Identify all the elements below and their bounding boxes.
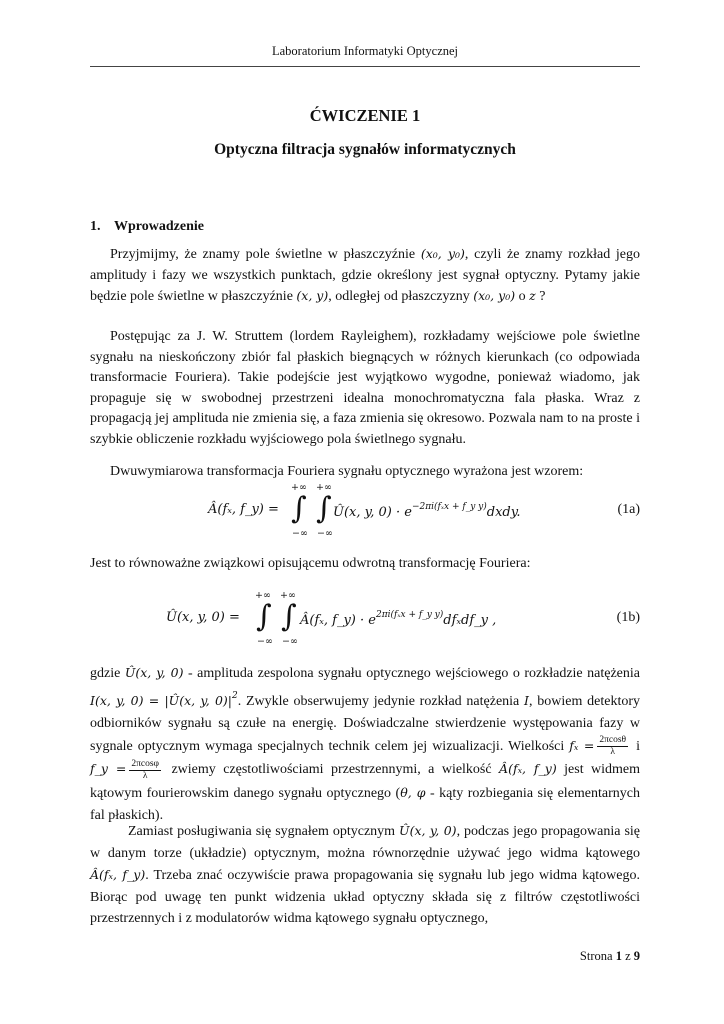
paragraph-inverse-intro: Jest to równoważne związkowi opisującemu odwrotną transformację Fouriera:	[90, 556, 531, 571]
section-title: Wprowadzenie	[114, 219, 204, 234]
math-x0y0: (x₀, y₀)	[420, 246, 465, 261]
math-x0y0-b: (x₀, y₀)	[473, 288, 516, 304]
page-number: 1	[615, 949, 622, 963]
equation-1a-exponent: −2πi(fₓx + f_y y)	[411, 502, 487, 512]
header-rule	[90, 66, 640, 67]
integral-lower-limit: −∞	[257, 636, 273, 647]
math-A: Â(fₓ, f_y)	[499, 761, 557, 777]
integral-lower-limit: −∞	[282, 636, 298, 647]
paragraph-rayleigh: Postępując za J. W. Struttem (lordem Rayleighem), rozkładamy wejściowe pole świetlne sygnału na nieskończony zbiór fal płaskich biegnących w różnych kierunkach (co odpowiada transformacie Fouriera). Takie podejście jest wyjątkowo wygodne, ponieważ wiadomo, jak propaguje się w swobodnej przestrzeni idealna monochromatyczna fala płaska. Wraz z propagacją jej amplituda nie zmienia się, a faza zmienia się okresowo. Pozwala nam to na proste i szybkie obliczenie rozkładu wyjściowego pola świetlnego sygnału.	[90, 329, 640, 447]
page-footer: Strona 1 z 9	[579, 949, 640, 963]
integral-upper-limit: +∞	[280, 590, 296, 601]
math-xy: (x, y)	[296, 288, 329, 304]
paragraph-fourier-intro: Dwuwymiarowa transformacja Fouriera sygnału optycznego wyrażona jest wzorem:	[110, 464, 584, 479]
math-I: I	[524, 693, 529, 708]
integral-upper-limit: +∞	[291, 482, 307, 493]
equation-label-1b: (1b)	[616, 610, 640, 625]
fraction-fy: $\frac{2\pi\cos\varphi}{\lambda}$	[131, 758, 160, 781]
equation-1a-lhs: Â(fₓ, f_y) =	[208, 502, 279, 517]
integral-sign-icon: ∫	[316, 491, 332, 526]
equation-1b-lhs: Û(x, y, 0) =	[166, 610, 240, 625]
math-angles: θ, φ	[400, 784, 426, 800]
equation-1b	[90, 588, 640, 652]
math-fy: f_y =	[90, 761, 127, 777]
integral-sign-icon: ∫	[291, 491, 307, 526]
page-title: ĆWICZENIE 1	[309, 106, 421, 125]
paragraph-definitions: gdzie Û(x, y, 0) - amplituda zespolona sygnału optycznego wejściowego o rozkładzie natężenia I(x, y, 0) = |Û(x, y, $0)|^2$. Zwykle obserwujemy jedynie rozkład natężenia I, bowiem detektory odbiorników sygnału są czułe na energię. Doświadczalne stwierdzenie występowania fazy w sygnale optycznym wymaga specjalnych technik celem jej wizualizacji. Wielkości fₓ = $\frac{2\pi\cos\theta}{\lambda}$ i f_y = $\frac{2\pi\cos\varphi}{\lambda}$ zwiemy częstotliwościami przestrzennymi, a wielkość Â(fₓ, f_y) jest widmem kątowym fourierowskim danego sygnału optycznego (θ, φ - kąty rozbiegania się elementarnych fal płaskich).	[90, 665, 641, 823]
math-U-b: Û(x, y, 0)	[399, 823, 457, 838]
integral-upper-limit: +∞	[316, 482, 332, 493]
equation-1b-exponent: 2πi(fₓx + f_y y)	[375, 610, 444, 620]
fraction-fx: $\frac{2\pi\cos\theta}{\lambda}$	[599, 735, 627, 758]
equation-1a	[90, 480, 640, 544]
page-subtitle: Optyczna filtracja sygnałów informatycznych	[214, 141, 516, 158]
integral-upper-limit: +∞	[255, 590, 271, 601]
math-fx: fₓ =	[569, 738, 595, 753]
paragraph-intro: Przyjmijmy, że znamy pole świetlne w płaszczyźnie (x₀, y₀), czyli że znamy rozkład jego amplitudy i fazy we wszystkich punktach, gdzie określony jest sygnał optyczny. Pytamy jakie będzie pole świetlne w płaszczyźnie (x, y), odległej od płaszczyzny (x₀, y₀) o z ?	[90, 246, 641, 305]
integral-sign-icon: ∫	[281, 599, 297, 634]
integral-lower-limit: −∞	[317, 528, 333, 539]
integral-lower-limit: −∞	[292, 528, 308, 539]
math-z: z	[529, 288, 536, 304]
math-U: Û(x, y, 0)	[124, 665, 184, 680]
math-intensity: I(x, y, 0) = |Û(x, y, $0)|^2$	[90, 691, 238, 708]
equation-label-1a: (1a)	[617, 502, 640, 517]
equation-1b-integrand: Â(fₓ, f_y) · $e^{2\pi i(f_xx + f\_y y)}df_xdf\_y$ ,	[300, 610, 497, 628]
paragraph-propagation: Zamiast posługiwania się sygnałem optycznym Û(x, y, 0), podczas jego propagowania się w danym torze (układzie) optycznym, można równorzędnie używać jego widma kątowego Â(fₓ, f_y). Trzeba znać oczywiście prawa propagowania się sygnału lub jego widma kątowego. Biorąc pod uwagę ten punkt widzenia układ optyczny składa się z filtrów częstotliwości przestrzennych i z modulatorów widma kątowego sygnału optycznego,	[90, 823, 641, 927]
integral-sign-icon: ∫	[256, 599, 272, 634]
page-total: 9	[633, 949, 640, 963]
section-number: 1.	[90, 219, 101, 234]
equation-1a-integrand: Û(x, y, $0) \cdot e^{-2\pi i(f_xx + f\_y y)}dxdy$.	[333, 502, 521, 520]
math-A-b: Â(fₓ, f_y)	[90, 867, 146, 883]
section-heading	[90, 219, 204, 235]
page-header: Laboratorium Informatyki Optycznej	[271, 44, 459, 58]
